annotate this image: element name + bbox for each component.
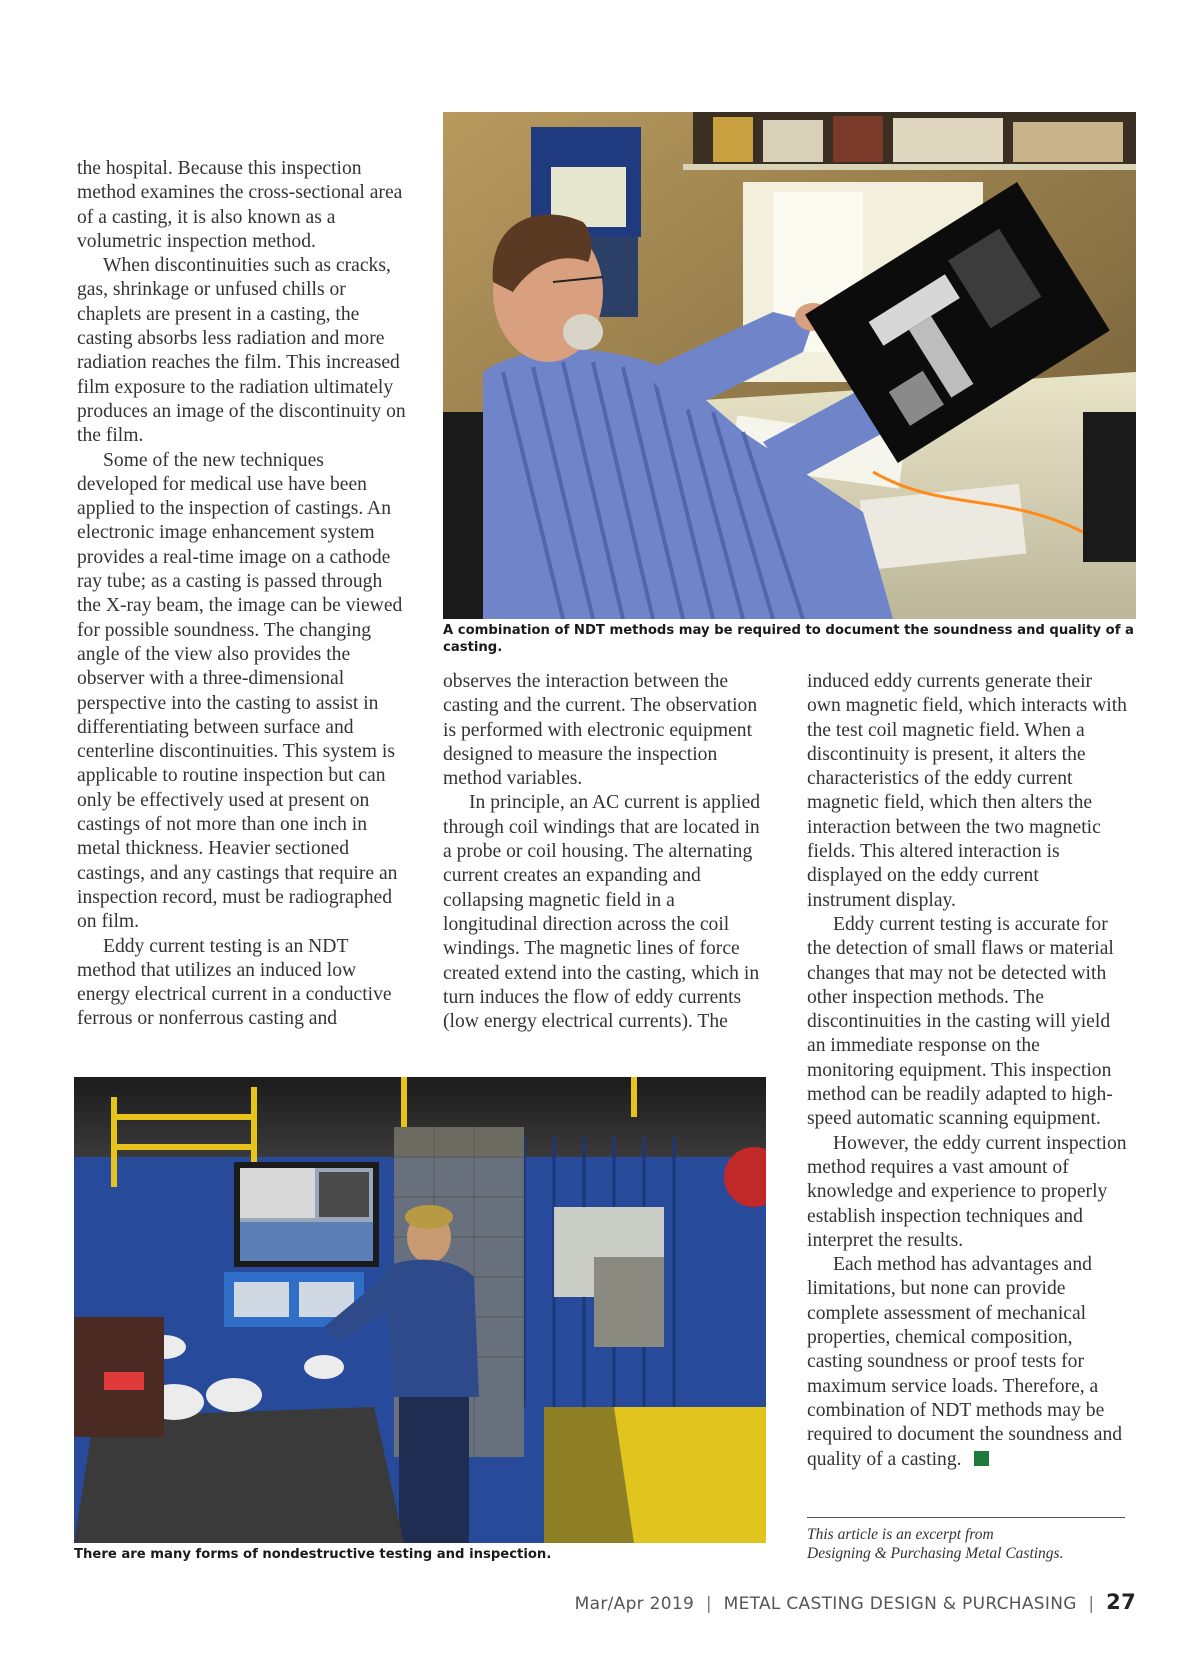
industrial-inspection-photo: [74, 1077, 766, 1543]
industrial-inspection-illustration: [74, 1077, 766, 1543]
paragraph: However, the eddy current inspection method requires a vast amount of knowledge and experience to properly establish inspection techniques and interpret the results.: [807, 1132, 1127, 1251]
source-note-line: Designing & Purchasing Metal Castings.: [807, 1545, 1064, 1562]
source-note-line: This article is an excerpt from: [807, 1526, 994, 1543]
source-note: [807, 1525, 1125, 1563]
footer-separator: |: [1088, 1594, 1095, 1614]
photo-caption: A combination of NDT methods may be required to document the soundness and quality of a casting.: [443, 623, 1134, 655]
paragraph: the hospital. Because this inspection method examines the cross-sectional area of a casting, it is also known as a volumetric inspection method.: [77, 158, 403, 252]
article-column-1: [77, 157, 407, 1032]
article-column-3: [807, 670, 1127, 1472]
page-number: 27: [1106, 1590, 1136, 1614]
paragraph: induced eddy currents generate their own magnetic field, which interacts with the test coil magnetic field. When a discontinuity is present, it alters the characteristics of the eddy current magnetic field, which then alters the interaction between the two magnetic fields. This altered interaction is displayed on the eddy current instrument display.: [807, 671, 1127, 911]
paragraph: Some of the new techniques developed for medical use have been applied to the inspection of castings. An electronic image enhancement system provides a real-time image on a cathode ray tube; as a casting is passed through the X-ray beam, the image can be viewed for possible soundness. The changing angle of the view also provides the observer with a three-dimensional perspective into the casting to assist in differentiating between surface and centerline discontinuities. This system is applicable to routine inspection but can only be effectively used at present on castings of not more than one inch in metal thickness. Heavier sectioned castings, and any castings that require an inspection record, must be radiographed on film.: [77, 449, 403, 933]
paragraph-text: Each method has advantages and limitations, but none can provide complete assessment of mechanical properties, chemical composition, casting soundness or proof tests for maximum service loads. Therefore, a combination of NDT methods may be required to document the soundness and quality of a casting.: [807, 1254, 1123, 1470]
paragraph: When discontinuities such as cracks, gas, shrinkage or unfused chills or chaplets are present in a casting, the casting absorbs less radiation and more radiation reaches the film. This increased film exposure to the radiation ultimately produces an image of the discontinuity on the film.: [77, 255, 406, 447]
article-end-mark: [974, 1451, 989, 1466]
divider-rule: [807, 1517, 1125, 1518]
paragraph: In principle, an AC current is applied through coil windings that are located in a probe or coil housing. The alternating current creates an expanding and collapsing magnetic field in a longitudinal direction across the coil windings. The magnetic lines of force created extend into the casting, which in turn induces the flow of eddy currents (low energy electrical currents). The: [443, 792, 761, 1033]
publication-name: METAL CASTING DESIGN & PURCHASING: [723, 1594, 1077, 1614]
issue-date: Mar/Apr 2019: [574, 1594, 695, 1614]
radiograph-inspection-photo: [443, 112, 1136, 619]
photo-caption: There are many forms of nondestructive testing and inspection.: [74, 1547, 552, 1562]
paragraph: observes the interaction between the casting and the current. The observation is performed with electronic equipment designed to measure the inspection method variables.: [443, 671, 758, 790]
paragraph: Eddy current testing is an NDT method that utilizes an induced low energy electrical current in a conductive ferrous or nonferrous casting and: [77, 935, 392, 1030]
paragraph: Eddy current testing is accurate for the detection of small flaws or material changes that may not be detected with other inspection methods. The discontinuities in the casting will yield an immediate response on the monitoring equipment. This inspection method can be readily adapted to high-speed automatic scanning equipment.: [807, 913, 1114, 1130]
page-footer: [575, 1590, 1136, 1614]
footer-separator: |: [705, 1594, 712, 1614]
radiograph-inspection-illustration: [443, 112, 1136, 619]
article-column-2: [443, 670, 773, 1034]
paragraph: [807, 1253, 1127, 1472]
